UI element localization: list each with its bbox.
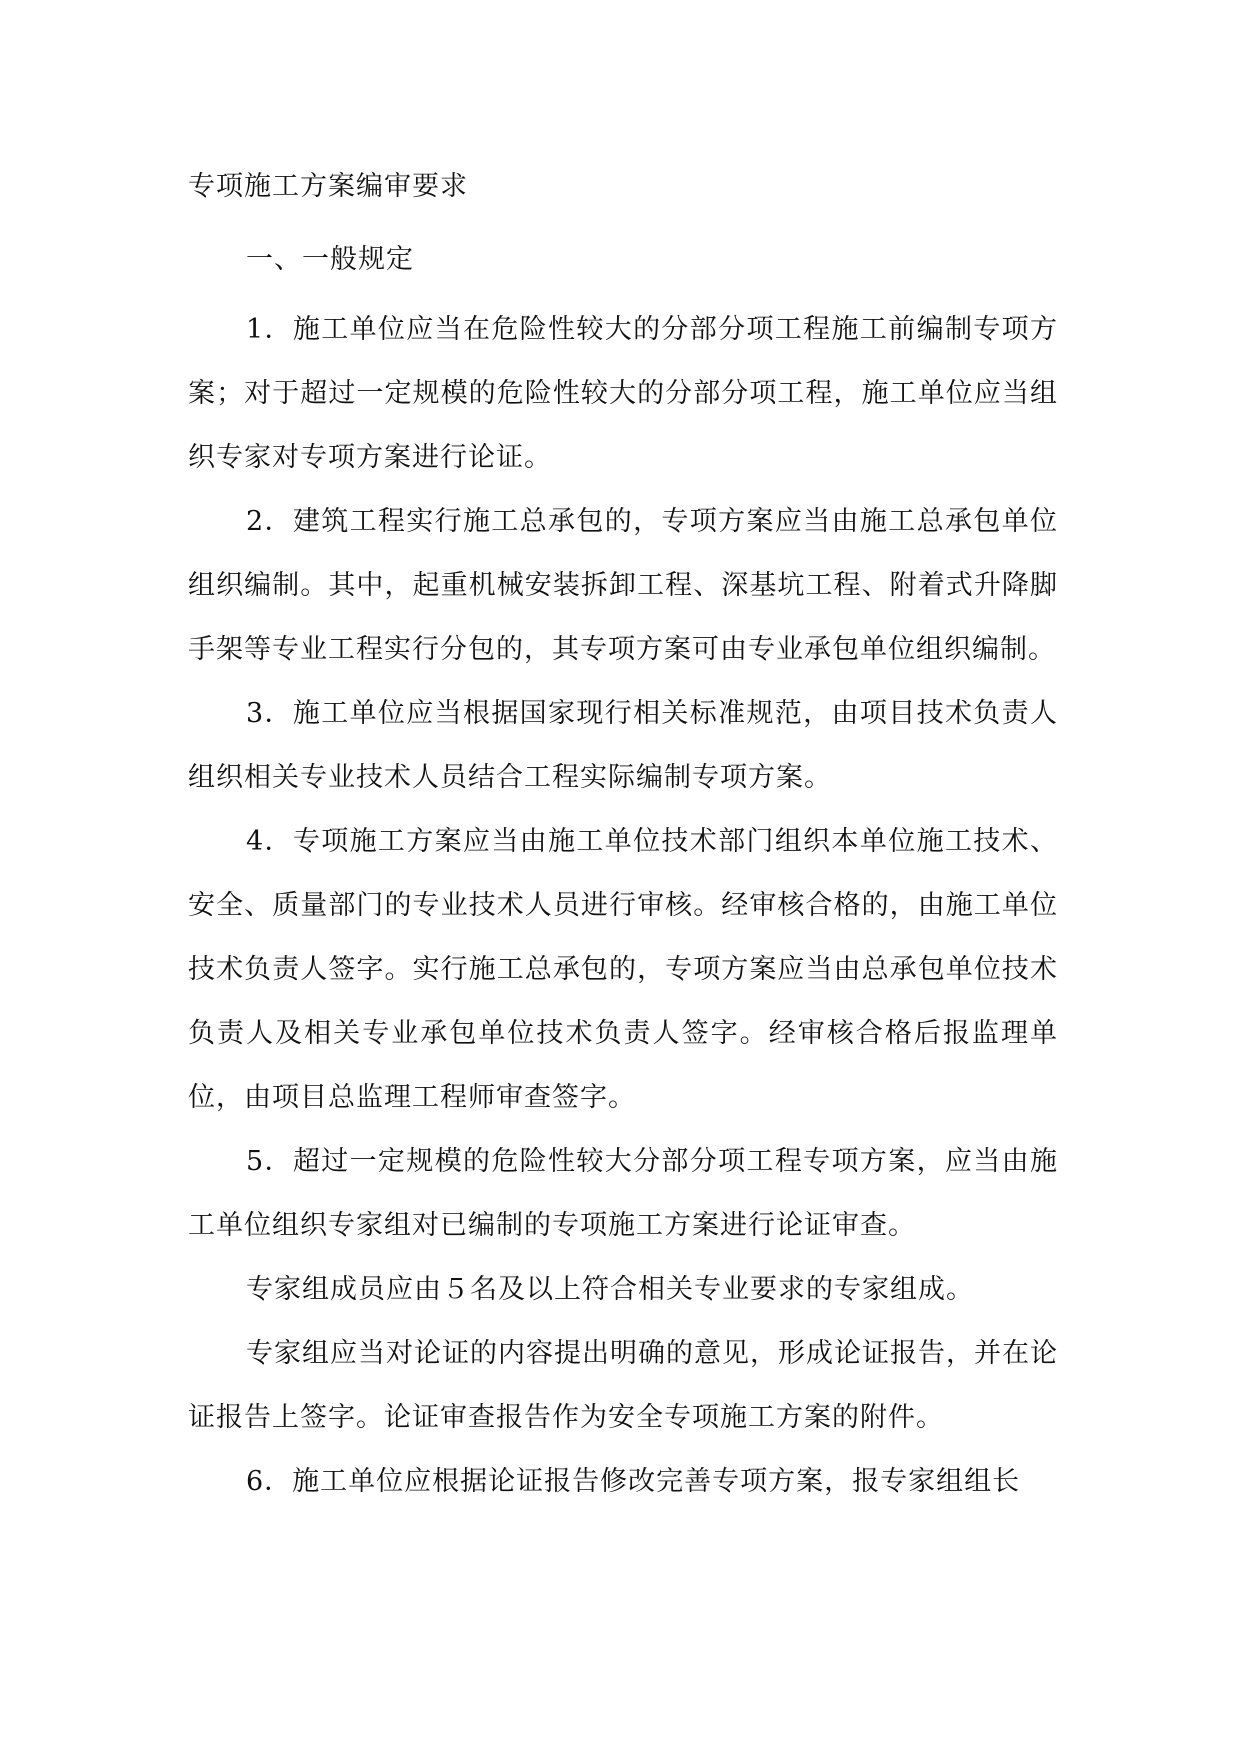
document-body — [188, 298, 1058, 1514]
paragraph-5-expert-composition: 专家组成员应由５名及以上符合相关专业要求的专家组成。 — [246, 1274, 974, 1305]
paragraph-6: 6．施工单位应根据论证报告修改完善专项方案，报专家组组长 — [246, 1466, 1021, 1497]
paragraph-1: 1．施工单位应当在危险性较大的分部分项工程施工前编制专项方案；对于超过一定规模的危险性较大的分部分项工程，施工单位应当组织专家对专项方案进行论证。 — [188, 314, 1058, 473]
paragraph-5: 5．超过一定规模的危险性较大分部分项工程专项方案，应当由施工单位组织专家组对已编制的专项施工方案进行论证审查。 — [188, 1146, 1058, 1241]
paragraph-3: 3．施工单位应当根据国家现行相关标准规范，由项目技术负责人组织相关专业技术人员结合工程实际编制专项方案。 — [188, 698, 1058, 793]
document-title: 专项施工方案编审要求 — [188, 171, 468, 202]
section-heading: 一、一般规定 — [246, 244, 414, 275]
paragraph-5-expert-report: 专家组应当对论证的内容提出明确的意见，形成论证报告，并在论证报告上签字。论证审查报告作为安全专项施工方案的附件。 — [188, 1338, 1058, 1433]
paragraph-2: 2．建筑工程实行施工总承包的，专项方案应当由施工总承包单位组织编制。其中，起重机械安装拆卸工程、深基坑工程、附着式升降脚手架等专业工程实行分包的，其专项方案可由专业承包单位组织编制。 — [188, 506, 1058, 665]
paragraph-4: 4．专项施工方案应当由施工单位技术部门组织本单位施工技术、安全、质量部门的专业技术人员进行审核。经审核合格的，由施工单位技术负责人签字。实行施工总承包的，专项方案应当由总承包单位技术负责人及相关专业承包单位技术负责人签字。经审核合格后报监理单位，由项目总监理工程师审查签字。 — [188, 826, 1058, 1113]
